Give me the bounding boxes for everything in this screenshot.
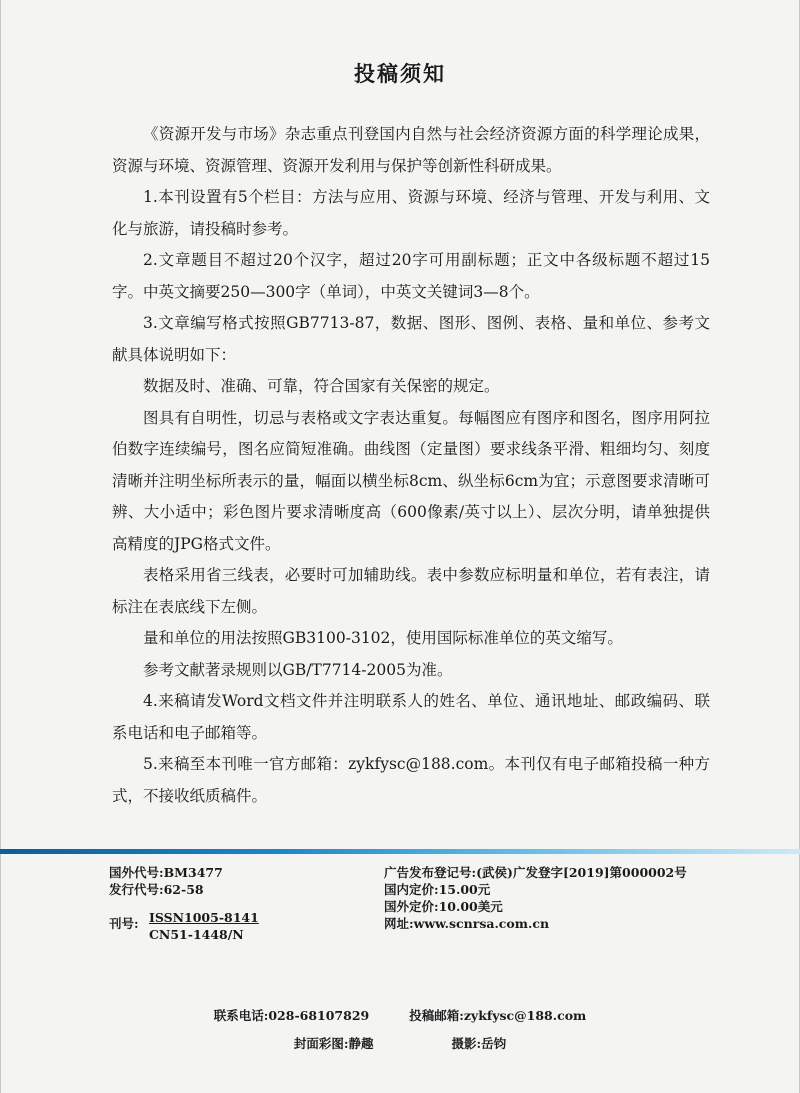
credits-line (0, 1034, 800, 1052)
guideline-references: 参考文献著录规则以GB/T7714-2005为准。 (143, 660, 453, 679)
guideline-tables: 表格采用省三线表，必要时可加辅助线。表中参数应标明量和单位，若有表注，请标注在表底线下左侧。 (112, 566, 710, 616)
journal-number-label: 刊号: (109, 916, 139, 931)
distribution-code: 发行代号:62-58 (109, 882, 204, 897)
guideline-format: 3.文章编写格式按照GB7713-87，数据、图形、图例、表格、量和单位、参考文献具体说明如下： (112, 314, 710, 364)
publication-codes (109, 864, 223, 898)
submission-guidelines (112, 119, 710, 812)
contact-line (0, 1006, 800, 1024)
contact-email: 投稿邮箱:zykfysc@188.com (409, 1008, 587, 1023)
foreign-price: 国外定价:10.00美元 (384, 899, 503, 914)
foreign-code: 国外代号:BM3477 (109, 865, 223, 880)
journal-number (109, 909, 259, 943)
section-divider (0, 849, 800, 854)
guideline-data: 数据及时、准确、可靠，符合国家有关保密的规定。 (143, 377, 500, 395)
guideline-units: 量和单位的用法按照GB3100-3102，使用国际标准单位的英文缩写。 (143, 629, 623, 647)
guideline-submission-email: 5.来稿至本刊唯一官方邮箱：zykfysc@188.com。本刊仅有电子邮箱投稿一种方式，不接收纸质稿件。 (112, 755, 710, 805)
website: 网址:www.scnrsa.com.cn (384, 916, 550, 931)
guideline-columns: 1.本刊设置有5个栏目：方法与应用、资源与环境、经济与管理、开发与利用、文化与旅游，请投稿时参考。 (112, 188, 710, 238)
cn-number: CN51-1448/N (148, 927, 244, 942)
photographer-credit: 摄影:岳钧 (451, 1036, 507, 1051)
cover-photo-credit: 封面彩图:静趣 (293, 1036, 374, 1051)
guideline-title-abstract: 2.文章题目不超过20个汉字，超过20字可用副标题；正文中各级标题不超过15字。中英文摘要250—300字（单词），中英文关键词3—8个。 (112, 251, 710, 301)
contact-phone: 联系电话:028-68107829 (213, 1008, 370, 1023)
ad-license: 广告发布登记号:(武侯)广发登字[2019]第000002号 (384, 865, 687, 880)
publication-details (384, 864, 687, 932)
issn-number: ISSN1005-8141 (148, 910, 259, 925)
intro-paragraph: 《资源开发与市场》杂志重点刊登国内自然与社会经济资源方面的科学理论成果，资源与环境、资源管理、资源开发利用与保护等创新性科研成果。 (112, 125, 710, 175)
page-title: 投稿须知 (354, 61, 446, 86)
guideline-figures: 图具有自明性，切忌与表格或文字表达重复。每幅图应有图序和图名，图序用阿拉伯数字连续编号，图名应简短准确。曲线图（定量图）要求线条平滑、粗细均匀、刻度清晰并注明坐标所表示的量，幅面以横坐标8cm、纵坐标6cm为宜；示意图要求清晰可辨、大小适中；彩色图片要求清晰度高（600像素/英寸以上）、层次分明，请单独提供高精度的JPG格式文件。 (112, 408, 710, 553)
domestic-price: 国内定价:15.00元 (384, 882, 491, 897)
journal-number-values (149, 909, 259, 943)
guideline-submission-file: 4.来稿请发Word文档文件并注明联系人的姓名、单位、通讯地址、邮政编码、联系电话和电子邮箱等。 (112, 692, 710, 742)
